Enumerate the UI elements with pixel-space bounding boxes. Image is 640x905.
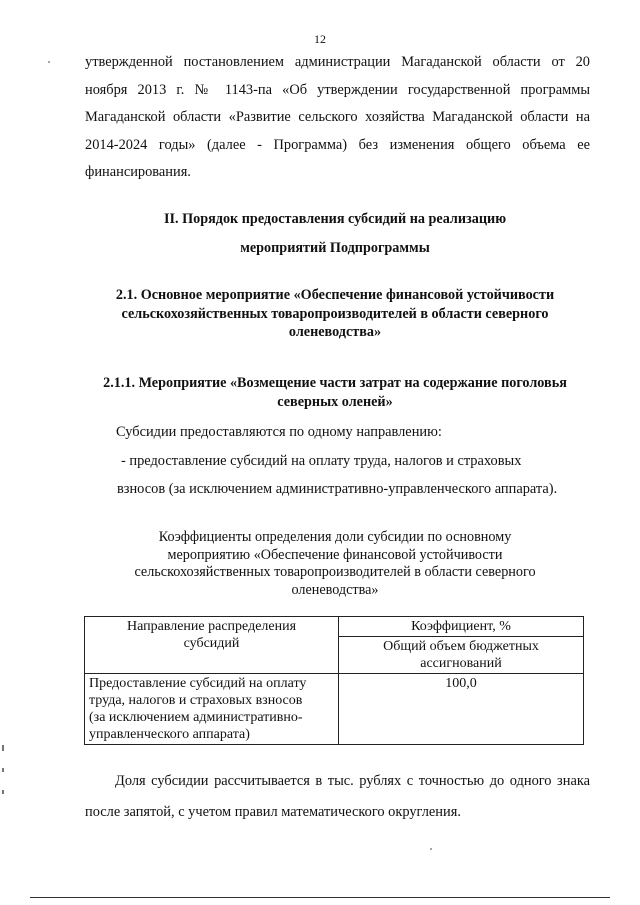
subsidies-item-line: взносов (за исключением административно-управленческого аппарата). (117, 481, 558, 497)
table-caption-line: мероприятию «Обеспечение финансовой устойчивости (167, 546, 503, 563)
scan-dot (430, 848, 432, 850)
table-header-row (85, 617, 584, 637)
scan-edge-mark (2, 745, 4, 751)
intro-paragraph: утвержденной постановлением администрации Магаданской области от 20 ноября 2013 г. № 1143-па «Об утверждении государственной программы Магаданской области «Развитие сельского хозяйства Магаданской области на 2014-2024 годы» (далее - Программа) без изменения общего объема ее финансирования. (85, 54, 590, 180)
row-label-cell (85, 674, 339, 745)
table-caption-line: оленеводства» (291, 581, 379, 598)
row-label-line: Предоставление субсидий на оплату (89, 676, 307, 691)
subsidies-item-line: - предоставление субсидий на оплату труда, налогов и страховых (121, 453, 522, 469)
coefficient-table (84, 616, 584, 745)
row-value-cell: 100,0 (339, 674, 584, 745)
subsection-heading-line: сельскохозяйственных товаропроизводителей в области северного (121, 305, 549, 322)
page-number: 12 (314, 32, 326, 46)
subsection-heading-line: оленеводства» (288, 324, 382, 340)
scan-edge-mark (2, 768, 4, 772)
activity-heading-line: северных оленей» (277, 393, 393, 410)
header-budget-line: Общий объем бюджетных (383, 639, 539, 654)
scan-bottom-edge (30, 897, 610, 898)
section-heading-line: II. Порядок предоставления субсидий на реализацию (163, 211, 507, 227)
table-caption-line: Коэффициенты определения доли субсидии по основному (158, 529, 512, 545)
subsidies-intro: Субсидии предоставляются по одному направлению: (116, 424, 442, 440)
header-direction-line: Направление распределения (126, 619, 297, 634)
section-heading (60, 205, 610, 263)
row-label-line: (за исключением административно- (89, 710, 303, 725)
activity-heading (60, 374, 610, 411)
closing-paragraph: Доля субсидии рассчитывается в тыс. рублях с точностью до одного знака после запятой, с учетом правил математического округления. (85, 773, 590, 820)
section-heading-line: мероприятий Подпрограммы (240, 240, 430, 256)
row-label-line: управленческого аппарата) (89, 727, 250, 742)
header-budget-cell (339, 637, 584, 674)
scan-dot (48, 61, 50, 63)
table-caption-line: сельскохозяйственных товаропроизводителей в области северного (134, 564, 536, 580)
header-direction-line: субсидий (183, 636, 240, 651)
header-coefficient-cell: Коэффициент, % (339, 617, 584, 637)
table-row (85, 674, 584, 745)
scan-edge-mark (2, 790, 4, 794)
row-label-line: труда, налогов и страховых взносов (89, 693, 303, 708)
table-caption (100, 529, 570, 599)
subsection-heading-line: 2.1. Основное мероприятие «Обеспечение финансовой устойчивости (115, 287, 555, 303)
activity-heading-line: 2.1.1. Мероприятие «Возмещение части затрат на содержание поголовья (103, 375, 567, 391)
subsection-heading (60, 286, 610, 342)
header-direction-cell (85, 617, 339, 674)
header-budget-line: ассигнований (420, 656, 502, 671)
